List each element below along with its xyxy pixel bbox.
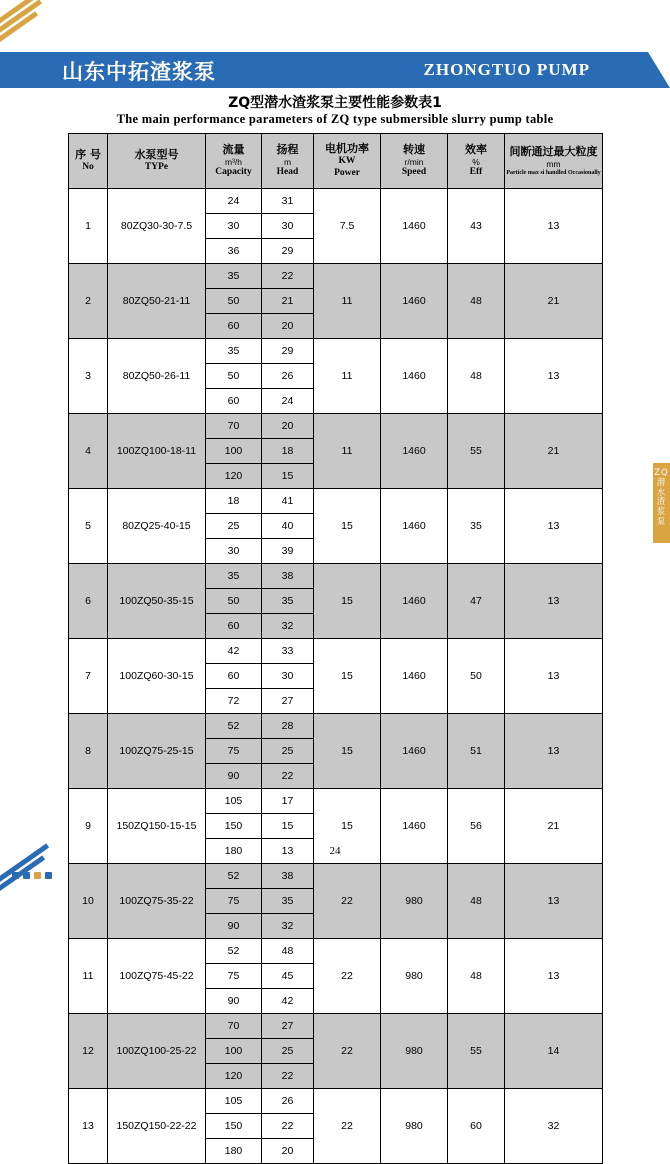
table-row <box>69 864 603 889</box>
cell-head: 38 <box>262 564 314 589</box>
cell-type: 150ZQ150-15-15 <box>108 789 206 864</box>
cell-head: 29 <box>262 239 314 264</box>
table-row <box>69 339 603 364</box>
cell-type: 100ZQ75-45-22 <box>108 939 206 1014</box>
cell-eff: 48 <box>448 864 505 939</box>
cell-head: 30 <box>262 664 314 689</box>
cell-no: 12 <box>69 1014 108 1089</box>
cell-speed: 980 <box>381 1014 448 1089</box>
cell-particle: 13 <box>505 339 603 414</box>
cell-particle: 13 <box>505 939 603 1014</box>
cell-eff: 55 <box>448 1014 505 1089</box>
cell-head: 30 <box>262 214 314 239</box>
cell-head: 17 <box>262 789 314 814</box>
cell-head: 15 <box>262 464 314 489</box>
cell-no: 4 <box>69 414 108 489</box>
cell-power: 11 <box>314 414 381 489</box>
cell-head: 33 <box>262 639 314 664</box>
cell-no: 5 <box>69 489 108 564</box>
cell-power: 11 <box>314 264 381 339</box>
cell-head: 28 <box>262 714 314 739</box>
cell-head: 22 <box>262 764 314 789</box>
cell-power: 22 <box>314 864 381 939</box>
cell-head: 35 <box>262 889 314 914</box>
performance-table <box>68 133 603 1164</box>
cell-head: 40 <box>262 514 314 539</box>
cell-head: 27 <box>262 689 314 714</box>
table-header-row <box>69 134 603 189</box>
cell-type: 80ZQ50-21-11 <box>108 264 206 339</box>
cell-capacity: 52 <box>206 939 262 964</box>
cell-particle: 32 <box>505 1089 603 1164</box>
cell-head: 31 <box>262 189 314 214</box>
cell-head: 26 <box>262 1089 314 1114</box>
table-row <box>69 264 603 289</box>
col-header-head: 扬程 m Head <box>262 134 314 189</box>
cell-power: 15 <box>314 564 381 639</box>
cell-speed: 1460 <box>381 489 448 564</box>
cell-head: 20 <box>262 414 314 439</box>
cell-capacity: 35 <box>206 339 262 364</box>
cell-no: 11 <box>69 939 108 1014</box>
cell-head: 21 <box>262 289 314 314</box>
cell-particle: 14 <box>505 1014 603 1089</box>
cell-capacity: 75 <box>206 964 262 989</box>
table-row <box>69 414 603 439</box>
cell-head: 15 <box>262 814 314 839</box>
table-row <box>69 639 603 664</box>
cell-power: 15 <box>314 489 381 564</box>
cell-capacity: 90 <box>206 914 262 939</box>
cell-head: 42 <box>262 989 314 1014</box>
cell-capacity: 70 <box>206 1014 262 1039</box>
cell-capacity: 120 <box>206 1064 262 1089</box>
cell-speed: 980 <box>381 939 448 1014</box>
cell-eff: 48 <box>448 939 505 1014</box>
cell-eff: 56 <box>448 789 505 864</box>
cell-capacity: 75 <box>206 739 262 764</box>
cell-particle: 13 <box>505 864 603 939</box>
cell-particle: 13 <box>505 564 603 639</box>
corner-dots <box>12 866 56 884</box>
cell-capacity: 90 <box>206 764 262 789</box>
cell-particle: 13 <box>505 714 603 789</box>
cell-head: 22 <box>262 264 314 289</box>
cell-capacity: 60 <box>206 664 262 689</box>
cell-eff: 47 <box>448 564 505 639</box>
cell-head: 35 <box>262 589 314 614</box>
cell-particle: 13 <box>505 489 603 564</box>
cell-capacity: 36 <box>206 239 262 264</box>
col-header-eff: 效率 % Eff <box>448 134 505 189</box>
cell-no: 13 <box>69 1089 108 1164</box>
cell-speed: 1460 <box>381 564 448 639</box>
cell-capacity: 35 <box>206 264 262 289</box>
cell-capacity: 50 <box>206 364 262 389</box>
cell-head: 27 <box>262 1014 314 1039</box>
cell-type: 100ZQ75-25-15 <box>108 714 206 789</box>
cell-capacity: 180 <box>206 1139 262 1164</box>
cell-power: 22 <box>314 1089 381 1164</box>
table-row <box>69 789 603 814</box>
cell-speed: 1460 <box>381 264 448 339</box>
page-number: 24 <box>329 845 341 857</box>
cell-head: 41 <box>262 489 314 514</box>
col-header-capacity: 流量 m³/h Capacity <box>206 134 262 189</box>
cell-head: 38 <box>262 864 314 889</box>
cell-eff: 35 <box>448 489 505 564</box>
cell-head: 20 <box>262 1139 314 1164</box>
cell-speed: 1460 <box>381 789 448 864</box>
cell-speed: 980 <box>381 864 448 939</box>
cell-speed: 1460 <box>381 339 448 414</box>
cell-power: 22 <box>314 1014 381 1089</box>
table-row <box>69 714 603 739</box>
cell-type: 100ZQ60-30-15 <box>108 639 206 714</box>
cell-capacity: 50 <box>206 589 262 614</box>
cell-no: 10 <box>69 864 108 939</box>
cell-no: 8 <box>69 714 108 789</box>
table-row <box>69 939 603 964</box>
cell-capacity: 100 <box>206 439 262 464</box>
cell-power: 15 <box>314 714 381 789</box>
cell-head: 13 <box>262 839 314 864</box>
cell-capacity: 60 <box>206 614 262 639</box>
brand-name-cn: 山东中拓渣浆泵 <box>62 60 216 84</box>
cell-head: 20 <box>262 314 314 339</box>
cell-head: 26 <box>262 364 314 389</box>
cell-particle: 21 <box>505 789 603 864</box>
cell-capacity: 18 <box>206 489 262 514</box>
cell-capacity: 60 <box>206 389 262 414</box>
cell-type: 80ZQ50-26-11 <box>108 339 206 414</box>
cell-capacity: 52 <box>206 714 262 739</box>
cell-head: 22 <box>262 1064 314 1089</box>
cell-type: 100ZQ100-18-11 <box>108 414 206 489</box>
cell-capacity: 105 <box>206 1089 262 1114</box>
cell-capacity: 70 <box>206 414 262 439</box>
table-row <box>69 564 603 589</box>
cell-capacity: 105 <box>206 789 262 814</box>
cell-power: 22 <box>314 939 381 1014</box>
cell-power: 11 <box>314 339 381 414</box>
cell-head: 32 <box>262 614 314 639</box>
cell-eff: 55 <box>448 414 505 489</box>
side-tab-label: ZQ潜水渣浆泵 <box>653 463 670 543</box>
cell-eff: 60 <box>448 1089 505 1164</box>
cell-eff: 50 <box>448 639 505 714</box>
cell-head: 32 <box>262 914 314 939</box>
cell-eff: 51 <box>448 714 505 789</box>
table-body <box>69 189 603 1164</box>
cell-head: 45 <box>262 964 314 989</box>
cell-type: 100ZQ75-35-22 <box>108 864 206 939</box>
cell-type: 150ZQ150-22-22 <box>108 1089 206 1164</box>
cell-capacity: 25 <box>206 514 262 539</box>
cell-no: 6 <box>69 564 108 639</box>
cell-speed: 1460 <box>381 714 448 789</box>
cell-head: 29 <box>262 339 314 364</box>
cell-no: 1 <box>69 189 108 264</box>
cell-no: 7 <box>69 639 108 714</box>
cell-capacity: 150 <box>206 1114 262 1139</box>
cell-capacity: 52 <box>206 864 262 889</box>
cell-particle: 13 <box>505 189 603 264</box>
cell-capacity: 72 <box>206 689 262 714</box>
cell-head: 22 <box>262 1114 314 1139</box>
cell-power: 15 <box>314 789 381 864</box>
cell-no: 3 <box>69 339 108 414</box>
cell-capacity: 100 <box>206 1039 262 1064</box>
col-header-type: 水泵型号 TYPe <box>108 134 206 189</box>
cell-capacity: 30 <box>206 539 262 564</box>
cell-capacity: 35 <box>206 564 262 589</box>
cell-capacity: 180 <box>206 839 262 864</box>
cell-eff: 43 <box>448 189 505 264</box>
cell-power: 7.5 <box>314 189 381 264</box>
cell-eff: 48 <box>448 339 505 414</box>
cell-head: 48 <box>262 939 314 964</box>
brand-name-en: ZHONGTUO PUMP <box>423 60 590 79</box>
cell-capacity: 120 <box>206 464 262 489</box>
cell-particle: 13 <box>505 639 603 714</box>
cell-type: 80ZQ25-40-15 <box>108 489 206 564</box>
table-row <box>69 489 603 514</box>
cell-capacity: 90 <box>206 989 262 1014</box>
cell-capacity: 150 <box>206 814 262 839</box>
cell-particle: 21 <box>505 414 603 489</box>
cell-type: 100ZQ100-25-22 <box>108 1014 206 1089</box>
cell-head: 39 <box>262 539 314 564</box>
col-header-particle: 间断通过最大粒度 mm Particle max si handled Occasionally <box>505 134 603 189</box>
cell-eff: 48 <box>448 264 505 339</box>
cell-speed: 1460 <box>381 414 448 489</box>
cell-head: 25 <box>262 739 314 764</box>
cell-power: 15 <box>314 639 381 714</box>
cell-no: 2 <box>69 264 108 339</box>
cell-type: 100ZQ50-35-15 <box>108 564 206 639</box>
cell-capacity: 24 <box>206 189 262 214</box>
cell-head: 18 <box>262 439 314 464</box>
col-header-power: 电机功率 KW Power <box>314 134 381 189</box>
cell-speed: 1460 <box>381 189 448 264</box>
col-header-speed: 转速 r/min Speed <box>381 134 448 189</box>
header-band-slant <box>648 52 670 88</box>
cell-type: 80ZQ30-30-7.5 <box>108 189 206 264</box>
cell-head: 25 <box>262 1039 314 1064</box>
cell-capacity: 30 <box>206 214 262 239</box>
table-row <box>69 1014 603 1039</box>
corner-decoration-top-left <box>0 0 70 42</box>
table-row <box>69 1089 603 1114</box>
page-title-en: The main performance parameters of ZQ type submersible slurry pump table <box>116 112 554 126</box>
cell-capacity: 50 <box>206 289 262 314</box>
cell-particle: 21 <box>505 264 603 339</box>
cell-capacity: 75 <box>206 889 262 914</box>
cell-head: 24 <box>262 389 314 414</box>
cell-capacity: 42 <box>206 639 262 664</box>
cell-speed: 980 <box>381 1089 448 1164</box>
table-row <box>69 189 603 214</box>
cell-speed: 1460 <box>381 639 448 714</box>
cell-capacity: 60 <box>206 314 262 339</box>
cell-no: 9 <box>69 789 108 864</box>
page-title-cn: ZQ型潜水渣浆泵主要性能参数表1 <box>228 95 442 111</box>
col-header-no: 序 号 No <box>69 134 108 189</box>
